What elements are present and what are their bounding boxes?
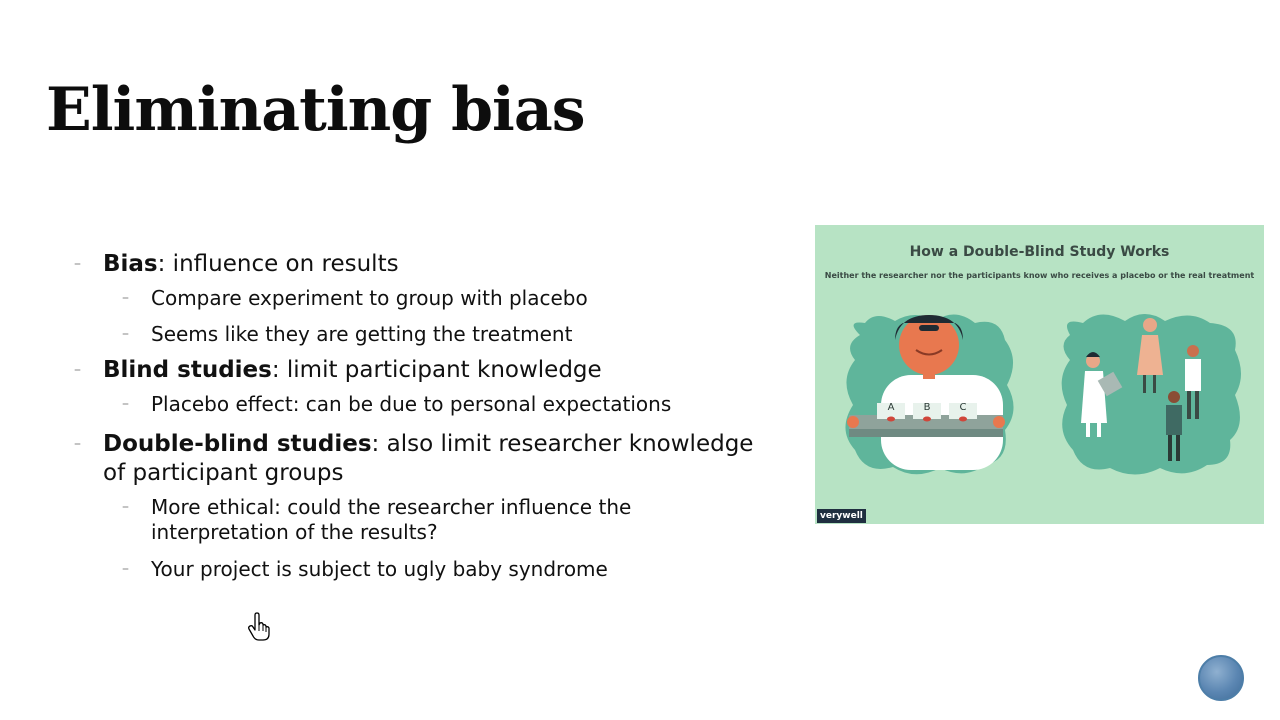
sub-bullet: – More ethical: could the researcher influence the interpretation of the results?	[122, 495, 632, 544]
sub-bullet: – Placebo effect: can be due to personal expectations	[122, 392, 672, 416]
pill-label: B	[923, 402, 931, 413]
sub-bullet: – Seems like they are getting the treatment	[122, 322, 573, 346]
pill-label: A	[887, 402, 895, 413]
slide-nav-button[interactable]	[1198, 655, 1244, 701]
illustration-art	[815, 225, 1264, 524]
bullet-text: : also limit researcher knowledge of participant groups	[103, 431, 754, 486]
bullet-text: : influence on results	[157, 251, 399, 277]
figure-subtitle: Neither the researcher nor the participants know who receives a placebo or the real treatment	[824, 271, 1255, 280]
bullet-term: Bias	[103, 251, 158, 277]
sub-bullet: – Compare experiment to group with placebo	[122, 286, 588, 310]
bullet-term: Double-blind studies	[103, 431, 372, 457]
verywell-logo: verywell	[817, 509, 866, 523]
bullet-blind-studies: – Blind studies: limit participant knowledge	[74, 357, 602, 383]
pill-label: C	[959, 402, 967, 413]
bullet-term: Blind studies	[103, 357, 272, 383]
sub-bullet: – Your project is subject to ugly baby syndrome	[122, 557, 608, 581]
bullet-double-blind: – Double-blind studies: also limit researcher knowledge of participant groups	[74, 431, 754, 486]
bullet-list	[72, 250, 772, 582]
double-blind-illustration	[815, 225, 1264, 524]
figure-title: How a Double-Blind Study Works	[909, 244, 1170, 260]
bullet-bias: – Bias: influence on results	[74, 251, 399, 277]
slide-title: Eliminating bias	[46, 75, 585, 145]
hand-pointer-icon	[246, 612, 276, 646]
bullet-text: : limit participant knowledge	[271, 357, 602, 383]
